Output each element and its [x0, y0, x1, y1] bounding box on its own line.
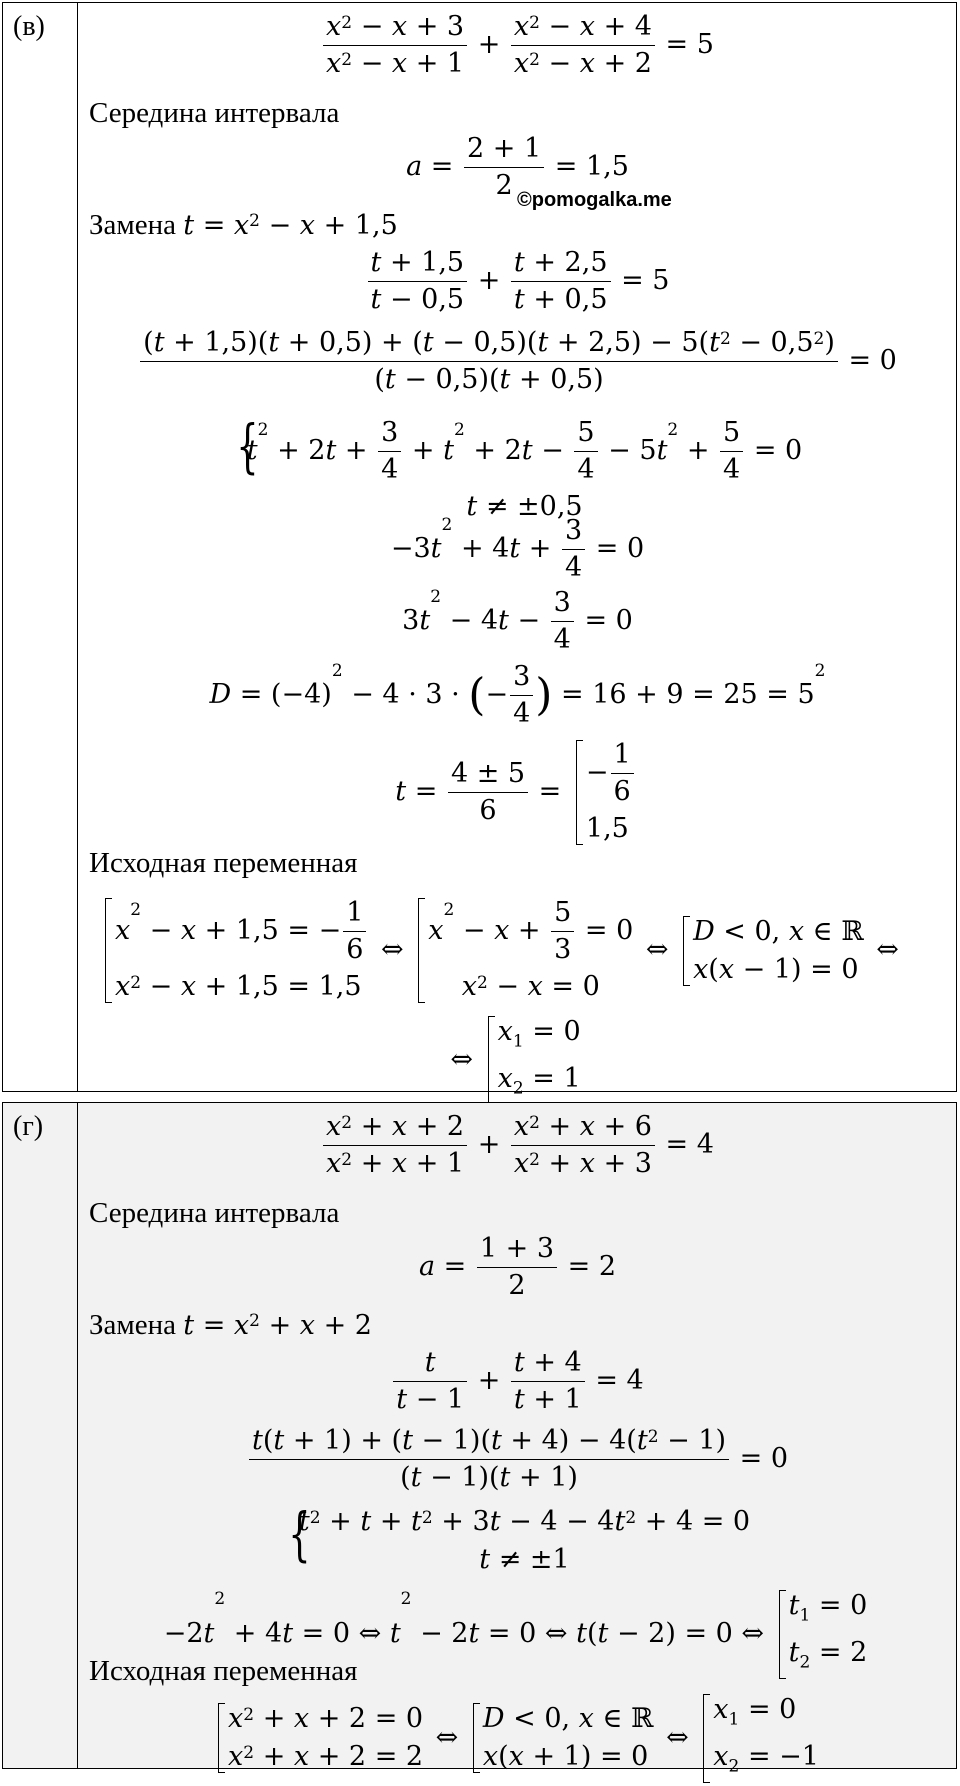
- substitution-line: Замена $t = x^2 + x + 2$: [89, 1309, 372, 1341]
- column-divider: [77, 3, 78, 1091]
- substituted-equation: $\frac{t}{t - 1}$ + $\frac{t + 4}{t + 1}$ = 4: [79, 1345, 956, 1418]
- substitution-line: Замена $t = x^2 - x + 1,5$: [89, 209, 398, 241]
- equation: $\frac{x^2 - x + 3}{x^2 - x + 1}$ + $\frac{x^2 - x + 4}{x^2 - x + 2}$ = 5: [79, 9, 956, 82]
- solution-panel-v: [2, 2, 957, 1099]
- quadratic-1: $-3t^2 + 4t$ + $\frac{3}{4}$ = 0: [390, 515, 645, 583]
- section-letter: (г): [13, 1111, 44, 1142]
- section-letter: (в): [13, 11, 45, 42]
- original-variable-label: Исходная переменная: [89, 1655, 358, 1687]
- final-answer: ⇔ $x_1 = 0$ $x_2 = 1$: [79, 1013, 956, 1108]
- roots-t: t = $\frac{4 \pm 5}{6}$ = − $\frac{1}{6}$ 1,5: [79, 737, 956, 848]
- quadratic-roots: $-2t^2 + 4t = 0$ ⇔ $t^2 - 2t = 0$ ⇔ t(t − 2) = 0 ⇔ $t_1 = 0$ $t_2 = 2$: [79, 1587, 956, 1682]
- midpoint-label: Середина интервала: [89, 1197, 340, 1229]
- solution-content: [79, 1103, 956, 1777]
- original-variable-label: Исходная переменная: [89, 847, 358, 879]
- solution-content: [79, 3, 956, 1099]
- substituted-equation: $\frac{t + 1,5}{t - 0,5}$ + $\frac{t + 2,5}{t + 0,5}$ = 5: [79, 245, 956, 318]
- column-divider: [77, 1103, 78, 1768]
- solution-panel-g: [2, 1102, 957, 1777]
- back-substitution: $x^2 - x + 1,5$ = − $\frac{1}{6}$ $x^2 - x + 1,5 = 1,5$ ⇔ $x^2 - x$ + $\frac{5}{3}$ = 0 $x^2 - x = 0$ ⇔ D < 0, x ∈ ℝ x(x − 1) = 0 ⇔: [99, 895, 956, 1006]
- equation: $\frac{x^2 + x + 2}{x^2 + x + 1}$ + $\frac{x^2 + x + 6}{x^2 + x + 3}$ = 4: [79, 1109, 956, 1182]
- midpoint-label: Середина интервала: [89, 97, 340, 129]
- discriminant: $D = (-4)^2 - 4 \cdot 3$ · (− $\frac{3}{4}$ ) = $16 + 9 = 25 = 5^2$: [209, 661, 826, 729]
- system: { $t^2 + t + t^2 + 3t - 4 - 4t^2 + 4 = 0$ t ≠ ±1: [79, 1503, 956, 1579]
- substitution-label: Замена: [89, 209, 177, 241]
- midpoint-formula: a = $\frac{2 + 1}{2}$ = 1,5: [406, 133, 629, 201]
- watermark: ©pomogalka.me: [517, 189, 672, 211]
- common-denominator: $\frac{(t + 1,5)(t + 0,5) + (t - 0,5)(t + 2,5) - 5(t^2 - 0,5^2)}{(t - 0,5)(t + 0,5)}$ = 0: [79, 325, 956, 398]
- back-substitution: $x^2 + x + 2 = 0$ $x^2 + x + 2 = 2$ ⇔ D < 0, x ∈ ℝ x(x + 1) = 0 ⇔ $x_1 = 0$ $x_2 = -1$: [79, 1691, 956, 1786]
- midpoint-formula: a = $\frac{1 + 3}{2}$ = 2: [418, 1233, 617, 1301]
- quadratic-2: $3t^2 - 4t$ − $\frac{3}{4}$ = 0: [402, 587, 633, 655]
- substitution-label: Замена: [89, 1309, 177, 1341]
- common-denominator: $\frac{t(t + 1) + (t - 1)(t + 4) - 4(t^2 - 1)}{(t - 1)(t + 1)}$ = 0: [79, 1423, 956, 1496]
- system: { $t^2 + 2t$ + $\frac{3}{4}$ + $t^2 + 2t$ − $\frac{5}{4}$ − $5t^2$ + $\frac{5}{4}$ = 0 t ≠ ±0,5: [79, 415, 956, 526]
